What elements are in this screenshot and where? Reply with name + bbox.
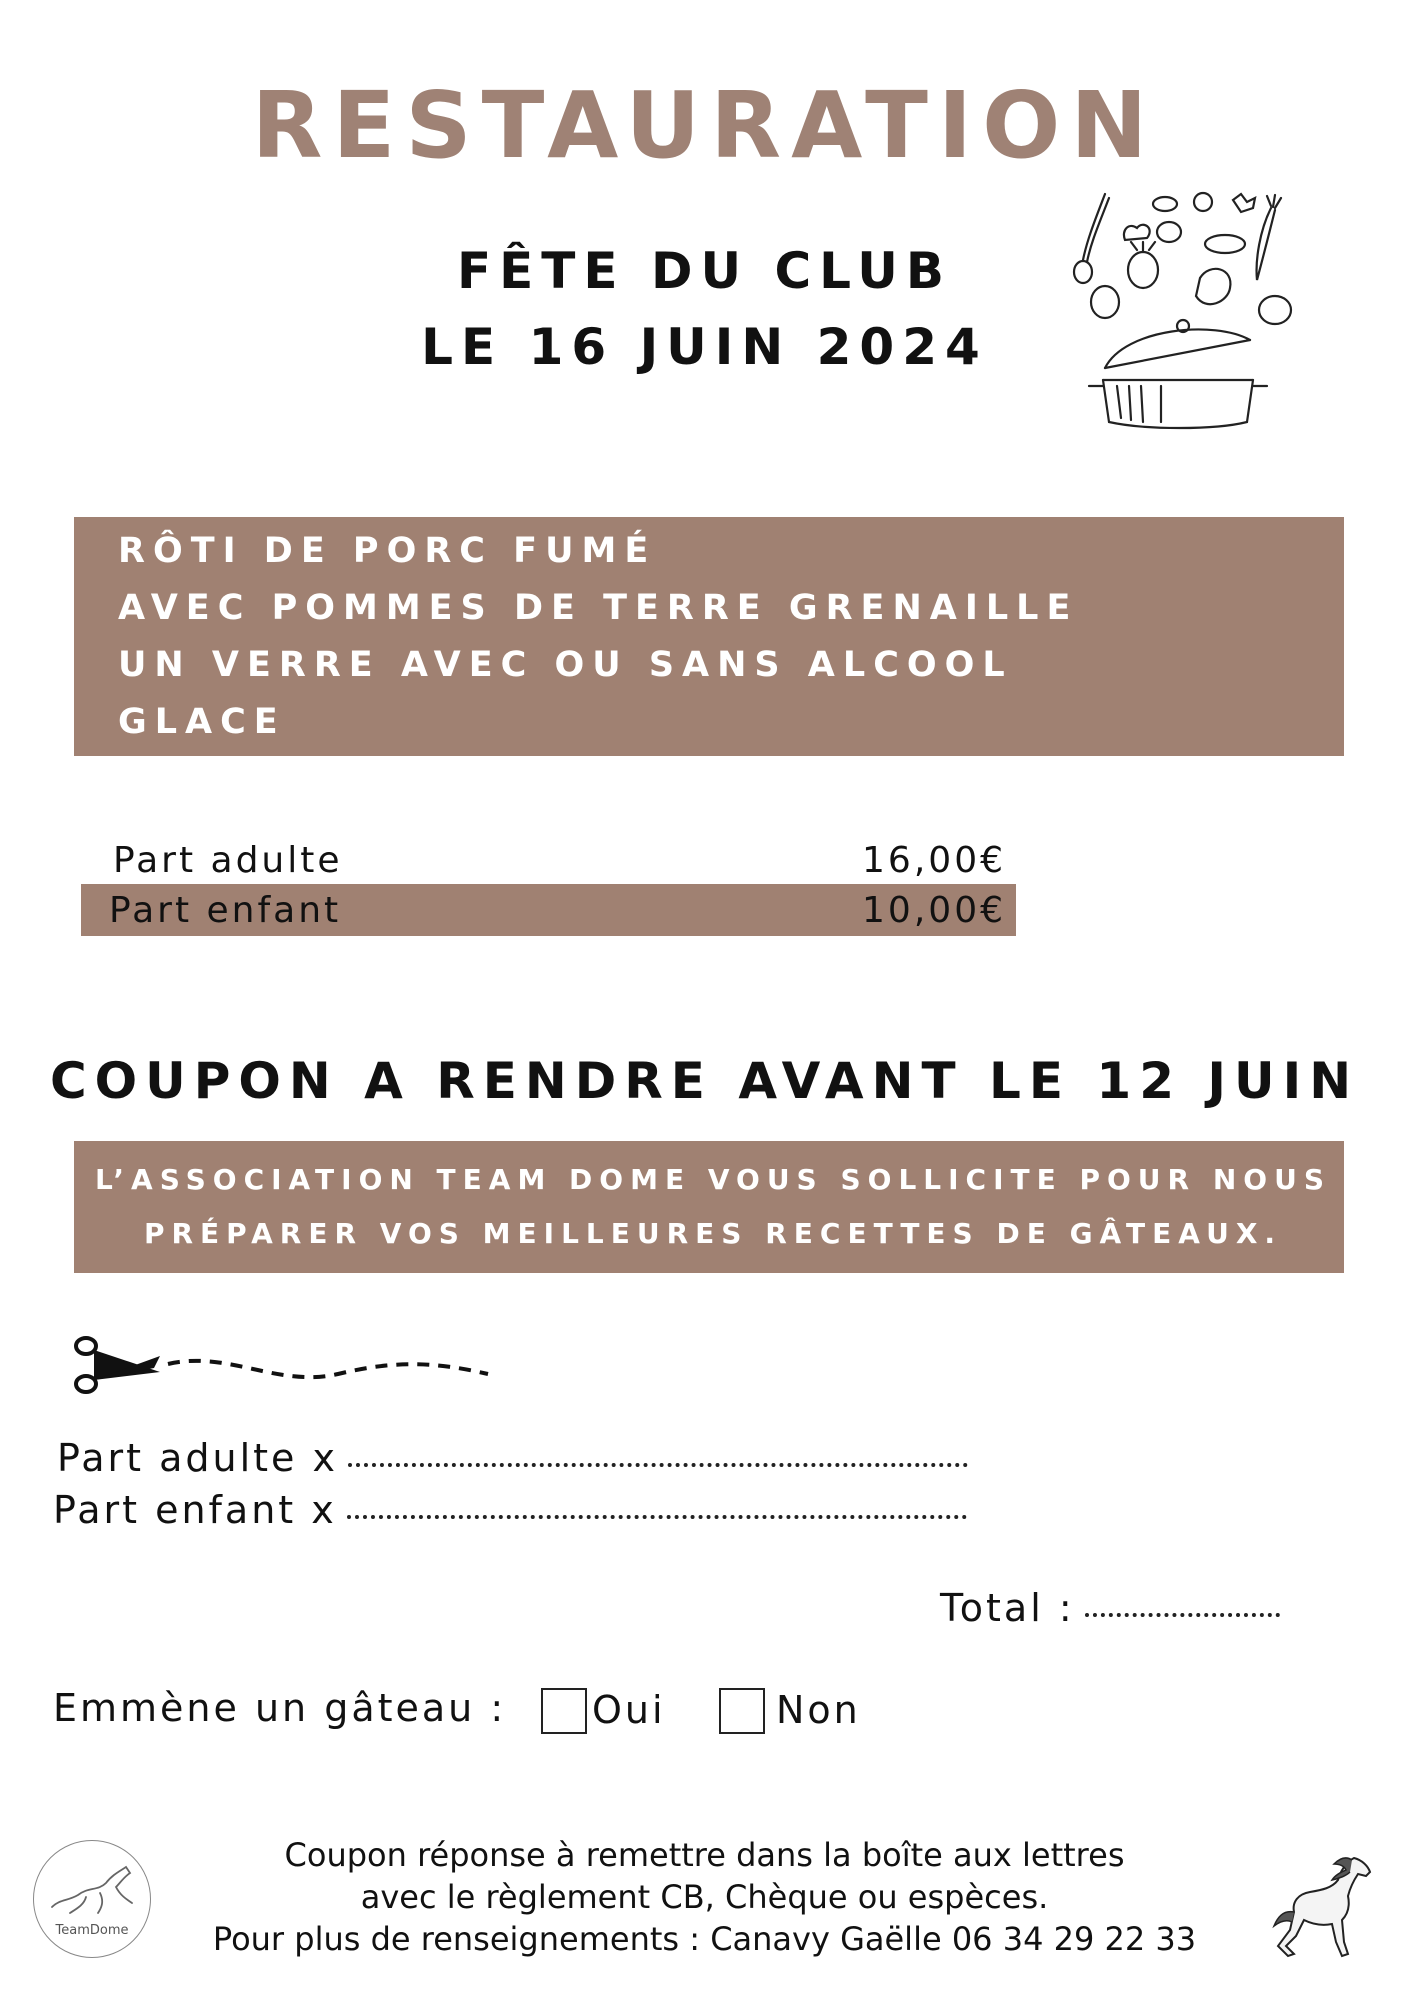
cooking-pot-icon [1065,190,1300,430]
menu-box [74,517,1344,756]
total-label: Total : [940,1586,1075,1630]
cake-question: Emmène un gâteau : [53,1686,507,1730]
price-label: Part adulte [113,840,343,881]
adult-quantity-label: Part adulte x [57,1436,338,1480]
child-quantity-field[interactable] [53,1488,967,1532]
association-text: L’ASSOCIATION TEAM DOME VOUS SOLLICITE POUR NOUS [95,1163,1331,1196]
association-text: PRÉPARER VOS MEILLEURES RECETTES DE GÂTEAUX. [143,1217,1283,1250]
menu-item: UN VERRE AVEC OU SANS ALCOOL [118,645,1013,685]
footer-line: avec le règlement CB, Chèque ou espèces. [360,1878,1049,1916]
adult-quantity-field[interactable] [57,1436,968,1480]
total-blank[interactable] [1085,1613,1280,1617]
event-name: FÊTE DU CLUB [457,242,952,300]
page-title: RESTAURATION [251,72,1158,179]
adult-quantity-blank[interactable] [348,1463,968,1467]
price-value: 10,00€ [862,890,1006,931]
menu-item: RÔTI DE PORC FUMÉ [118,531,657,571]
child-quantity-label: Part enfant x [53,1488,337,1532]
horse-icon [1270,1850,1380,1965]
menu-item: AVEC POMMES DE TERRE GRENAILLE [118,588,1079,628]
logo-text: TeamDome [55,1923,129,1938]
footer-line: Coupon réponse à remettre dans la boîte aux lettres [284,1836,1125,1874]
checkbox-oui[interactable] [541,1688,587,1734]
child-quantity-blank[interactable] [347,1515,967,1519]
price-row-child [81,884,1016,936]
scissors-icon [68,1332,498,1402]
team-logo [33,1840,151,1958]
logo-horse-icon [46,1857,138,1917]
price-row-adult [81,834,1016,886]
price-label: Part enfant [109,890,342,931]
footer-contact: Pour plus de renseignements : Canavy Gaëlle 06 34 29 22 33 [212,1920,1197,1958]
menu-item: GLACE [118,702,286,742]
event-date: LE 16 JUIN 2024 [421,318,988,376]
total-field[interactable] [940,1586,1280,1630]
checkbox-non-label: Non [776,1688,861,1732]
price-value: 16,00€ [862,840,1006,881]
checkbox-non[interactable] [719,1688,765,1734]
coupon-heading: COUPON A RENDRE AVANT LE 12 JUIN [49,1052,1360,1110]
checkbox-oui-label: Oui [592,1688,666,1732]
association-box [74,1141,1344,1273]
